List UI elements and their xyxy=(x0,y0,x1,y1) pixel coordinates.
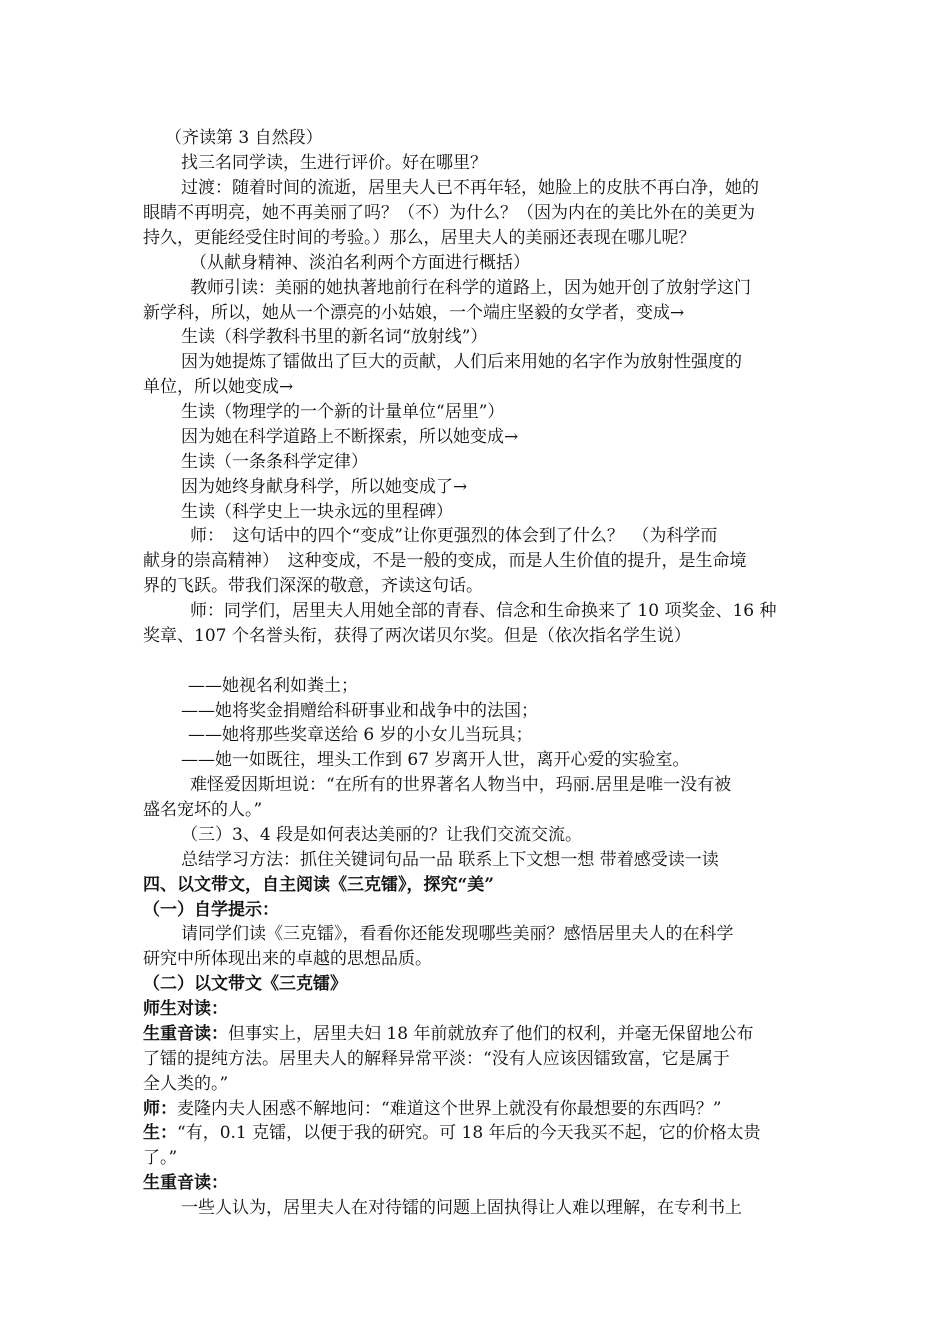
speaker-text: 但事实上，居里夫妇 18 年前就放弃了他们的权利，并毫无保留地公布 xyxy=(228,1024,754,1044)
text-line: 因为她终身献身科学，所以她变成了→ xyxy=(181,477,468,497)
text-line xyxy=(143,1121,813,1145)
section-heading: 四、以文带文，自主阅读《三克镭》，探究“美” xyxy=(143,875,495,895)
text-line: 研究中所体现出来的卓越的思想品质。 xyxy=(143,949,432,969)
text-line xyxy=(143,1097,813,1121)
subsection-heading: （二）以文带文《三克镭》 xyxy=(143,974,347,994)
text-line xyxy=(143,1022,813,1046)
text-line: 奖章、107 个名誉头衔，获得了两次诺贝尔奖。但是（依次指名学生说） xyxy=(143,626,691,646)
text-line: ——她将那些奖章送给 6 岁的小女儿当玩具； xyxy=(188,725,533,745)
text-line: 生读（一条条科学定律） xyxy=(181,452,368,472)
speaker-text: “有，0.1 克镭，以便于我的研究。可 18 年后的今天我买不起，它的价格太贵 xyxy=(177,1123,761,1143)
text-line: 因为她在科学道路上不断探索，所以她变成→ xyxy=(181,427,519,447)
text-line: （从献身精神、淡泊名利两个方面进行概括） xyxy=(190,253,530,273)
text-line: 生读（科学教科书里的新名词“放射线”） xyxy=(181,327,488,347)
text-line: 献身的崇高精神） 这种变成，不是一般的变成，而是人生价值的提升，是生命境 xyxy=(143,551,747,571)
text-line: 总结学习方法：抓住关键词句品一品 联系上下文想一想 带着感受读一读 xyxy=(181,850,719,870)
text-line: 了镭的提纯方法。居里夫人的解释异常平淡：“没有人应该因镭致富，它是属于 xyxy=(143,1049,730,1069)
text-line: 师：同学们，居里夫人用她全部的青春、信念和生命换来了 10 项奖金、16 种 xyxy=(190,601,777,621)
speaker-label: 生重音读： xyxy=(143,1024,228,1044)
text-line: 请同学们读《三克镭》，看看你还能发现哪些美丽？感悟居里夫人的在科学 xyxy=(181,924,734,944)
subsection-heading: （一）自学提示： xyxy=(143,900,279,920)
text-line: 持久，更能经受住时间的考验。）那么，居里夫人的美丽还表现在哪儿呢？ xyxy=(143,228,696,248)
text-line: 生读（物理学的一个新的计量单位“居里”） xyxy=(181,402,505,422)
text-line: ——她将奖金捐赠给科研事业和战争中的法国； xyxy=(181,701,538,721)
text-line: ——她一如既往，埋头工作到 67 岁离开人世，离开心爱的实验室。 xyxy=(181,750,690,770)
speaker-label: 生： xyxy=(143,1123,177,1143)
text-line: 界的飞跃。带我们深深的敬意，齐读这句话。 xyxy=(143,576,483,596)
text-line: 教师引读：美丽的她执著地前行在科学的道路上，因为她开创了放射学这门 xyxy=(190,278,751,298)
text-line: 生读（科学史上一块永远的里程碑） xyxy=(181,502,453,522)
text-line: （三）3、4 段是如何表达美丽的？让我们交流交流。 xyxy=(181,825,583,845)
text-line: 过渡：随着时间的流逝，居里夫人已不再年轻，她脸上的皮肤不再白净，她的 xyxy=(181,178,759,198)
text-line: 眼睛不再明亮，她不再美丽了吗？（不）为什么？（因为内在的美比外在的美更为 xyxy=(143,203,755,223)
text-line: 一些人认为，居里夫人在对待镭的问题上固执得让人难以理解，在专利书上 xyxy=(181,1198,742,1218)
text-line: 因为她提炼了镭做出了巨大的贡献，人们后来用她的名字作为放射性强度的 xyxy=(181,352,742,372)
speaker-label: 师： xyxy=(143,1099,177,1119)
text-line: 全人类的。” xyxy=(143,1074,229,1094)
text-line: ——她视名利如粪土； xyxy=(188,676,358,696)
text-line: 新学科，所以，她从一个漂亮的小姑娘，一个端庄坚毅的女学者，变成→ xyxy=(143,303,685,323)
text-line: 难怪爱因斯坦说：“在所有的世界著名人物当中，玛丽.居里是唯一没有被 xyxy=(190,775,732,795)
text-line: （齐读第 3 自然段） xyxy=(165,128,323,148)
text-line: 师： 这句话中的四个“变成”让你更强烈的体会到了什么？ （为科学而 xyxy=(190,526,718,546)
text-line: 找三名同学读，生进行评价。好在哪里？ xyxy=(181,153,487,173)
text-line: 盛名宠坏的人。” xyxy=(143,800,263,820)
bold-label: 师生对读： xyxy=(143,999,228,1019)
bold-label: 生重音读： xyxy=(143,1173,228,1193)
speaker-text: 麦隆内夫人困惑不解地问：“难道这个世界上就没有你最想要的东西吗？” xyxy=(177,1099,722,1119)
text-line: 单位，所以她变成→ xyxy=(143,377,294,397)
text-line: 了。” xyxy=(143,1148,178,1168)
